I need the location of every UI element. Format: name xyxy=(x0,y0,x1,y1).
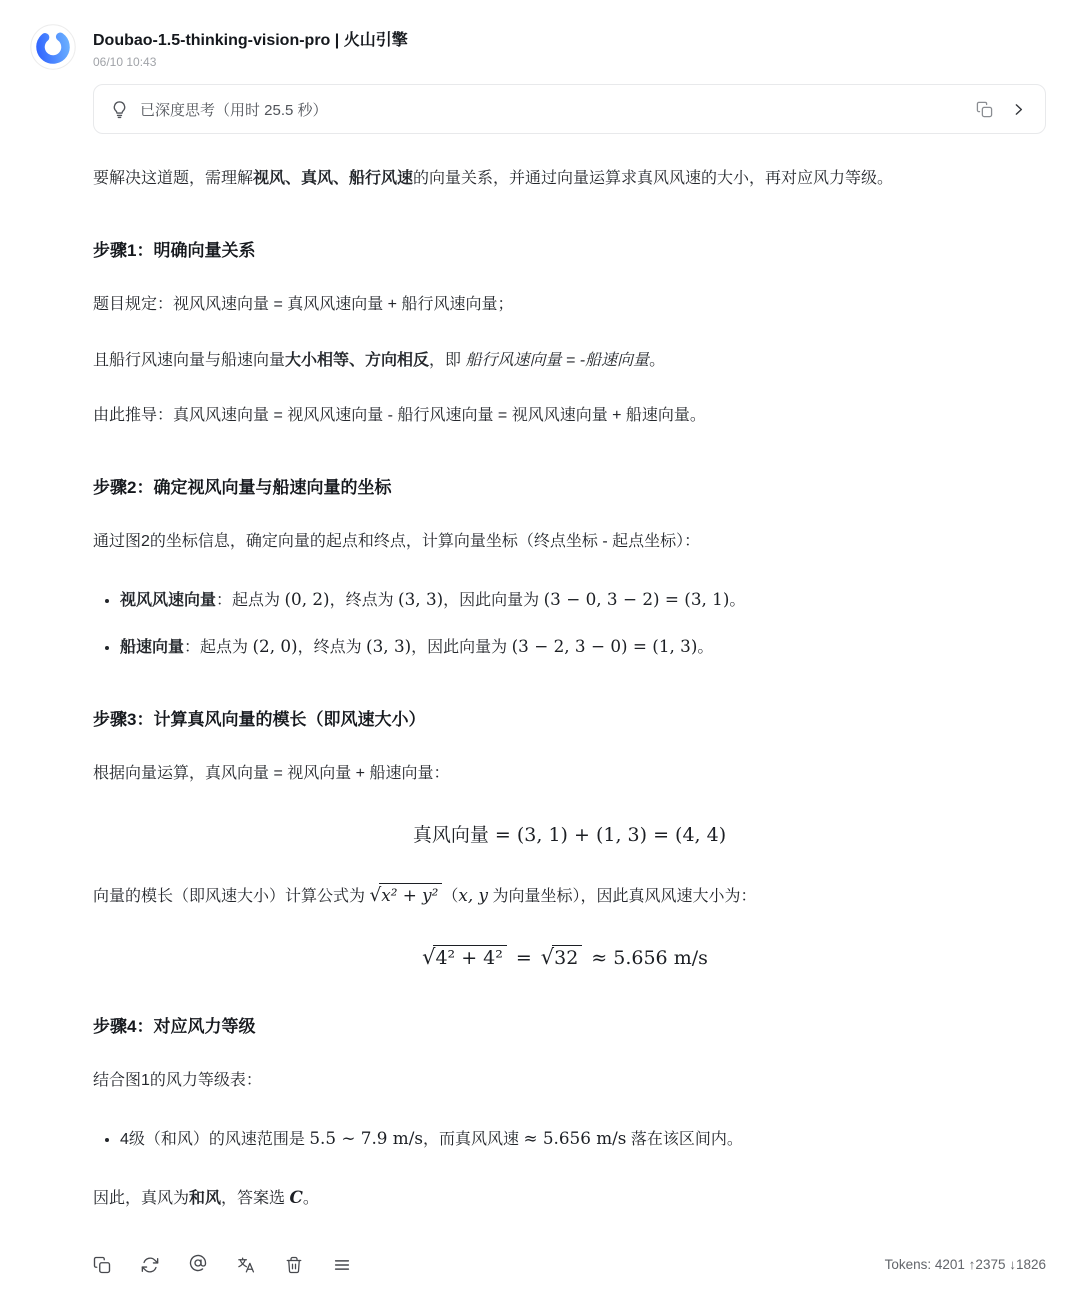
text-run: ，答案选 xyxy=(221,1189,290,1207)
text-run: 4级（和风）的风速范围是 xyxy=(120,1131,310,1149)
radical-sign: √ xyxy=(422,944,436,969)
tokens-counter: Tokens: 4201 ↑2375 ↓1826 xyxy=(884,1257,1046,1273)
timestamp: 06/10 10:43 xyxy=(93,55,157,69)
formula-wind-speed-calc xyxy=(93,945,1046,971)
step1-paragraph-1: 题目规定：视风风速向量 = 真风风速向量 + 船行风速向量； xyxy=(93,295,514,313)
text-run: 落在该区间内。 xyxy=(626,1131,743,1149)
math-inline: (3, 3) xyxy=(398,588,444,609)
text-run: ，因此向量为 xyxy=(411,638,512,656)
list-item xyxy=(120,1123,1046,1155)
list-item xyxy=(120,631,1046,663)
sqrt-expression xyxy=(540,944,583,969)
text-run: 。 xyxy=(649,351,666,369)
text-run-bold: 视风、真风、船行风速 xyxy=(253,170,414,187)
header-text xyxy=(93,24,408,69)
text-run: ，而真风风速 xyxy=(422,1131,524,1149)
text-run: ，终点为 xyxy=(329,591,399,609)
sqrt-expression xyxy=(422,944,507,969)
text-run: ：起点为 xyxy=(184,638,253,656)
copy-icon[interactable] xyxy=(93,1256,111,1274)
step4-paragraph-1: 结合图1的风力等级表： xyxy=(93,1072,262,1090)
message-toolbar xyxy=(93,1248,1046,1292)
step3-paragraph-1: 根据向量运算，真风向量 = 视风向量 + 船速向量： xyxy=(93,764,450,782)
answer-letter: C xyxy=(289,1186,303,1207)
delete-icon[interactable] xyxy=(285,1256,303,1274)
radicand: x² + y² xyxy=(379,883,442,906)
text-run-bold: 和风 xyxy=(189,1189,222,1207)
text-run: ，因此向量为 xyxy=(443,591,544,609)
text-run: ，终点为 xyxy=(297,638,367,656)
intro-paragraph xyxy=(93,165,1046,194)
text-run: 向量的模长（即风速大小）计算公式为 xyxy=(93,888,370,906)
approx-result: ≈ 5.656 m/s xyxy=(591,946,708,969)
lightbulb-icon xyxy=(110,100,129,119)
step4-bullet-list xyxy=(93,1123,1046,1155)
step2-heading: 步骤2：确定视风向量与船速向量的坐标 xyxy=(93,478,392,498)
translate-icon[interactable] xyxy=(237,1256,255,1274)
mention-icon[interactable] xyxy=(189,1254,207,1276)
text-run: 。 xyxy=(729,591,746,609)
step3-heading: 步骤3：计算真风向量的模长（即风速大小） xyxy=(93,709,426,729)
step3-paragraph-2 xyxy=(93,879,1046,912)
equals-sign: = xyxy=(515,946,532,969)
math-inline: (3, 3) xyxy=(366,635,412,656)
math-inline: x, y xyxy=(458,885,489,906)
sqrt-expression xyxy=(369,885,442,905)
bullet-label: 视风风速向量 xyxy=(120,591,217,609)
step1-paragraph-2 xyxy=(93,347,1046,376)
math-inline: ≈ 5.656 m/s xyxy=(523,1128,627,1149)
message-body xyxy=(93,84,1046,1292)
text-run: （ xyxy=(442,888,459,906)
answer-content xyxy=(93,134,1046,1214)
message-header xyxy=(30,24,1046,70)
bullet-label: 船速向量 xyxy=(120,638,185,656)
step4-heading: 步骤4：对应风力等级 xyxy=(93,1017,256,1037)
text-run-italic: 船行风速向量 = -船速向量 xyxy=(465,351,650,369)
math-inline: 5.5 ∼ 7.9 m/s xyxy=(309,1128,423,1149)
text-run: ，即 xyxy=(429,351,466,369)
math-inline: (3 − 2, 3 − 0) = (1, 3) xyxy=(511,635,698,656)
chevron-right-icon[interactable] xyxy=(1010,101,1027,118)
copy-thinking-icon[interactable] xyxy=(976,101,993,118)
doubao-logo-icon xyxy=(30,24,76,70)
text-run: 要解决这道题，需理解 xyxy=(93,170,254,187)
text-run: ：起点为 xyxy=(216,591,285,609)
step2-paragraph-1: 通过图2的坐标信息，确定向量的起点和终点，计算向量坐标（终点坐标 - 起点坐标）： xyxy=(93,533,701,551)
text-run: 。 xyxy=(302,1189,319,1207)
thinking-duration-label: 已深度思考（用时 25.5 秒） xyxy=(140,101,328,119)
step1-heading: 步骤1：明确向量关系 xyxy=(93,240,256,260)
model-name: Doubao-1.5-thinking-vision-pro | 火山引擎 xyxy=(93,32,408,49)
text-run-bold: 大小相等、方向相反 xyxy=(285,351,430,369)
conclusion-paragraph xyxy=(93,1182,1046,1214)
text-run: 因此，真风为 xyxy=(93,1189,190,1207)
text-run: 。 xyxy=(697,638,714,656)
text-run: 为向量坐标），因此真风风速大小为： xyxy=(488,888,757,906)
step2-bullet-list xyxy=(93,584,1046,663)
text-run: 且船行风速向量与船速向量 xyxy=(93,351,286,369)
menu-icon[interactable] xyxy=(333,1256,351,1274)
math-inline: (2, 0) xyxy=(252,635,298,656)
formula-true-wind-vector: 真风向量 = (3, 1) + (1, 3) = (4, 4) xyxy=(412,824,727,847)
list-item xyxy=(120,584,1046,616)
math-inline: (3 − 0, 3 − 2) = (3, 1) xyxy=(543,588,730,609)
radicand: 32 xyxy=(552,945,582,971)
radical-sign: √ xyxy=(369,885,382,907)
radicand: 4² + 4² xyxy=(433,945,506,971)
text-run: 的向量关系，并通过向量运算求真风风速的大小，再对应风力等级。 xyxy=(413,170,894,187)
math-inline: (0, 2) xyxy=(284,588,330,609)
radical-sign: √ xyxy=(540,944,555,969)
regenerate-icon[interactable] xyxy=(141,1256,159,1274)
deep-thinking-toggle[interactable] xyxy=(93,84,1046,134)
step1-paragraph-3: 由此推导：真风风速向量 = 视风风速向量 - 船行风速向量 = 视风风速向量 + 船速向量。 xyxy=(93,407,706,425)
